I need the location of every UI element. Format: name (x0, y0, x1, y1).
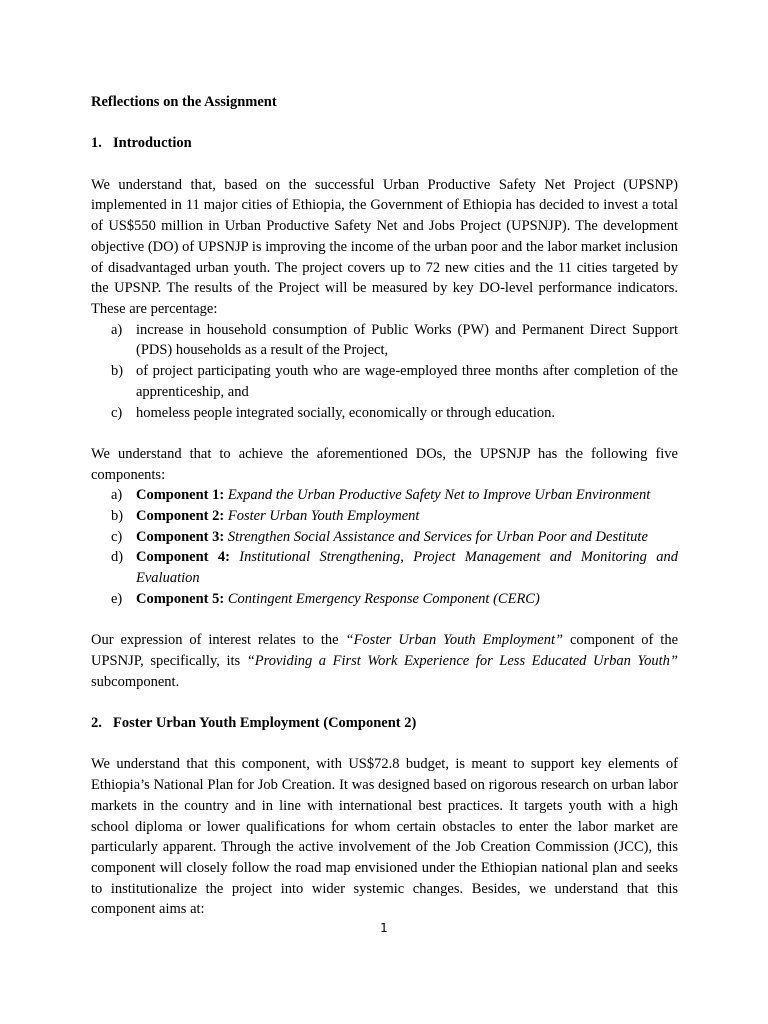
section-title: Foster Urban Youth Employment (Component 2) (113, 715, 417, 732)
list-item: a) increase in household consumption of Public Works (PW) and Permanent Direct Support (PDS) households as a result of the Project, (111, 321, 678, 359)
section-number: 2. (91, 715, 102, 732)
page-content (91, 92, 678, 920)
components-intro-paragraph: We understand that to achieve the aforementioned DOs, the UPSNJP has the following five components: (91, 445, 678, 483)
interest-paragraph: Our expression of interest relates to the “Foster Urban Youth Employment” component of the UPSNJP, specifically, its “Providing a First Work Experience for Less Educated Urban Youth” subcomponent. (91, 632, 678, 690)
page-number: 1 (380, 921, 388, 935)
list-item: e) Component 5: Contingent Emergency Response Component (CERC) (111, 590, 540, 607)
list-item: c) Component 3: Strengthen Social Assistance and Services for Urban Poor and Destitute (111, 528, 648, 545)
intro-paragraph: We understand that, based on the successful Urban Productive Safety Net Project (UPSNP) implemented in 11 major cities of Ethiopia, the Government of Ethiopia has decided to invest a total of US$550 million in Urban Productive Safety Net and Jobs Project (UPSNJP). The development objective (DO) of UPSNJP is improving the income of the urban poor and the labor market inclusion of disadvantaged urban youth. The project covers up to 72 new cities and the 11 cities targeted by the UPSNP. The results of the Project will be measured by key DO-level performance indicators. These are percentage: (91, 176, 678, 317)
list-item: a) Component 1: Expand the Urban Productive Safety Net to Improve Urban Environment (111, 487, 651, 504)
section-heading-youth-employment (91, 713, 678, 734)
list-item: b) Component 2: Foster Urban Youth Employment (111, 508, 420, 525)
list-item: d) Component 4: Institutional Strengthening, Project Management and Monitoring and Evaluation (111, 549, 678, 587)
component-list (91, 485, 678, 609)
component2-paragraph: We understand that this component, with US$72.8 budget, is meant to support key elements of Ethiopia’s National Plan for Job Creation. It was designed based on rigorous research on urban labor markets in the country and in line with international best practices. It targets youth with a high school diploma or lower qualifications for whom certain obstacles to enter the labor market are particularly apparent. Through the active involvement of the Job Creation Commission (JCC), this component will closely follow the road map envisioned under the Ethiopian national plan and seeks to institutionalize the project into wider systemic changes. Besides, we understand that this component aims at: (91, 756, 678, 918)
section-heading-introduction (91, 133, 678, 154)
do-indicator-list (91, 320, 678, 424)
section-number: 1. (91, 135, 102, 152)
list-item: b) of project participating youth who are wage-employed three months after completion of the apprenticeship, and (111, 363, 678, 400)
list-item: c) homeless people integrated socially, economically or through education. (111, 404, 556, 421)
document-title: Reflections on the Assignment (91, 94, 277, 110)
section-title: Introduction (113, 135, 192, 152)
